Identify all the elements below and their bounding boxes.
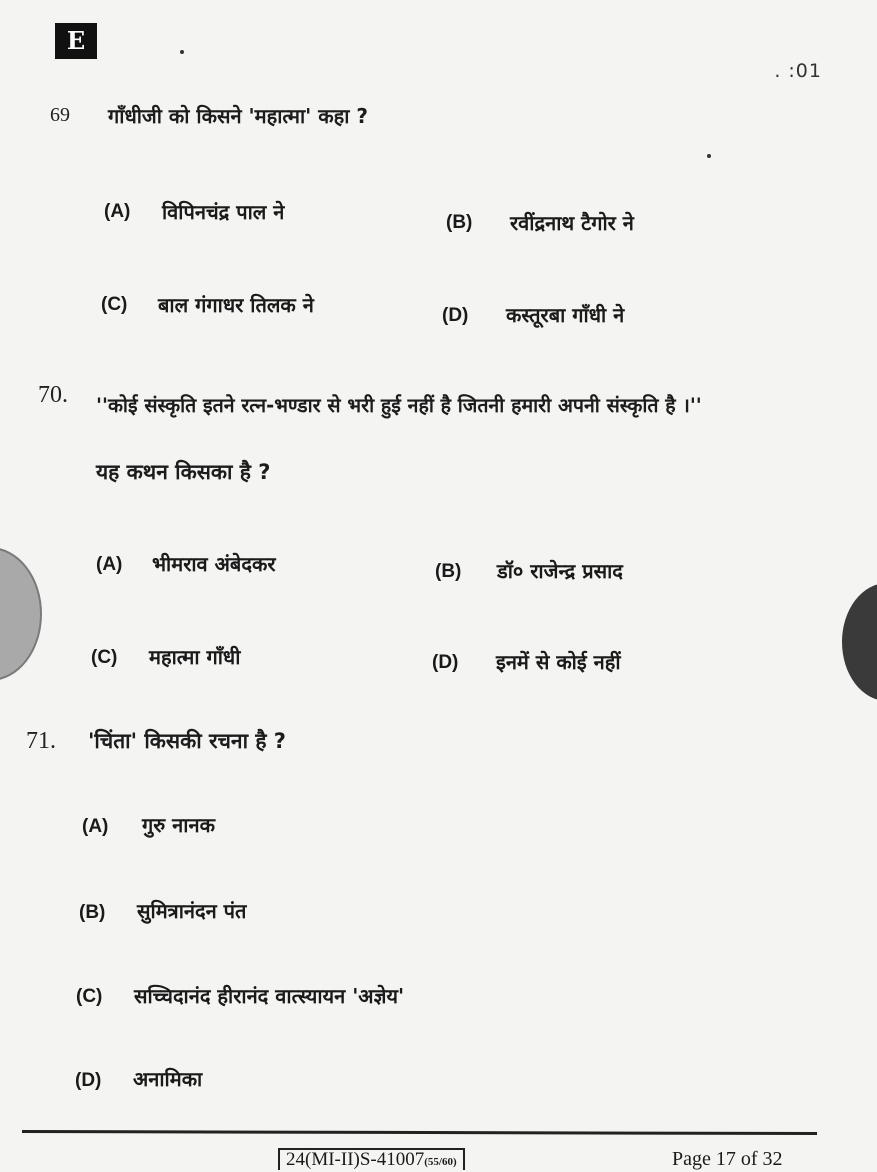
option-label: (B) — [435, 561, 462, 582]
option-label: (D) — [442, 305, 469, 326]
punch-hole-left — [0, 547, 42, 681]
option-text: अनामिका — [133, 1067, 203, 1091]
paper-code: 24(MI-II)S-41007(55/60) — [278, 1148, 465, 1170]
option-label: (C) — [101, 294, 128, 315]
corner-page-ref: . :01 — [774, 60, 822, 82]
option-text: गुरु नानक — [142, 813, 215, 837]
option-label: (A) — [82, 816, 109, 837]
option-label: (B) — [446, 212, 473, 233]
question-text: ''कोई संस्कृति इतने रत्न-भण्डार से भरी हुई नहीं है जितनी हमारी अपनी संस्कृति है ।'' — [96, 394, 702, 417]
option-text: सच्चिदानंद हीरानंद वात्स्यायन 'अज्ञेय' — [134, 984, 405, 1008]
option-text: विपिनचंद्र पाल ने — [162, 200, 285, 224]
punch-hole-right — [842, 583, 877, 701]
question-number: 69 — [50, 104, 70, 126]
footer-rule — [22, 1130, 817, 1135]
question-text: गाँधीजी को किसने 'महात्मा' कहा ? — [108, 104, 368, 128]
paper-code-suffix: (55/60) — [424, 1156, 457, 1168]
scan-speck — [180, 50, 184, 54]
question-text: 'चिंता' किसकी रचना है ? — [88, 729, 286, 753]
question-number: 70. — [38, 382, 68, 408]
option-text: इनमें से कोई नहीं — [496, 650, 621, 674]
series-badge: E — [55, 23, 97, 59]
option-label: (B) — [79, 902, 106, 923]
scan-speck — [707, 154, 711, 158]
option-text: कस्तूरबा गाँधी ने — [506, 303, 625, 327]
page-number: Page 17 of 32 — [672, 1148, 783, 1170]
question-number: 71. — [26, 728, 56, 754]
option-label: (D) — [75, 1070, 102, 1091]
option-text: रवींद्रनाथ टैगोर ने — [510, 211, 634, 235]
option-label: (A) — [96, 554, 123, 575]
option-text: भीमराव अंबेदकर — [152, 552, 276, 576]
option-text: सुमित्रानंदन पंत — [137, 899, 247, 923]
option-text: बाल गंगाधर तिलक ने — [158, 293, 314, 317]
option-text: महात्मा गाँधी — [149, 645, 241, 669]
option-label: (D) — [432, 652, 459, 673]
option-text: डॉ० राजेन्द्र प्रसाद — [497, 559, 623, 583]
question-text-line2: यह कथन किसका है ? — [96, 460, 271, 484]
option-label: (C) — [91, 647, 118, 668]
option-label: (A) — [104, 201, 131, 222]
option-label: (C) — [76, 986, 103, 1007]
